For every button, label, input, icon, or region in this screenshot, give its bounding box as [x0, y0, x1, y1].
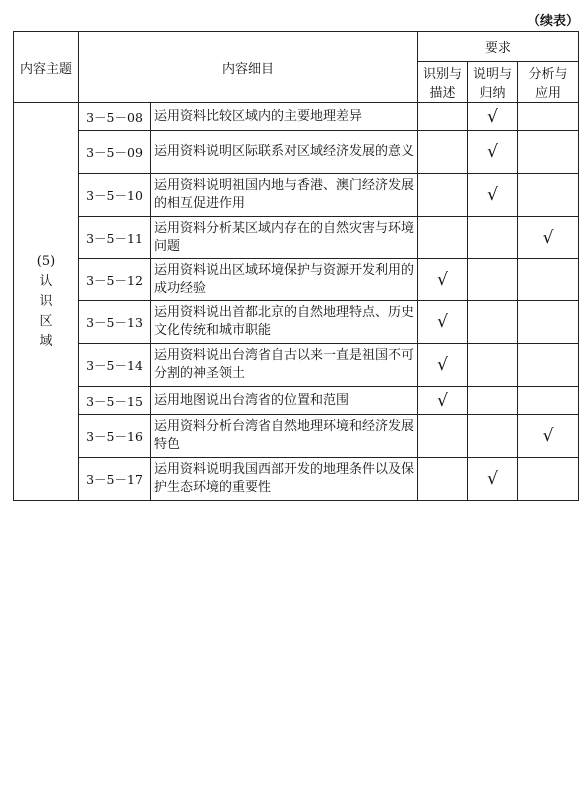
requirement-cell [468, 103, 518, 131]
content-code: 3－5－17 [79, 458, 151, 501]
requirement-cell [518, 259, 579, 301]
header-explain-summarize [468, 62, 518, 103]
requirement-cell [518, 387, 579, 415]
content-detail: 运用资料分析台湾省自然地理环境和经济发展特色 [151, 415, 418, 458]
content-code: 3－5－14 [79, 344, 151, 387]
table-row [14, 415, 579, 458]
requirement-cell [518, 344, 579, 387]
check-mark: √ [487, 142, 498, 162]
header-row-1 [14, 32, 579, 62]
header-topic: 内容主题 [14, 32, 79, 103]
requirement-cell [518, 174, 579, 217]
check-mark: √ [542, 227, 554, 248]
content-code: 3－5－08 [79, 103, 151, 131]
header-identify-describe [418, 62, 468, 103]
table-row [14, 217, 579, 259]
check-mark: √ [437, 390, 448, 411]
header-detail: 内容细目 [79, 32, 418, 103]
requirement-cell [468, 387, 518, 415]
content-detail: 运用资料说出台湾省自古以来一直是祖国不可分割的神圣领土 [151, 344, 418, 387]
requirement-cell [468, 415, 518, 458]
table-row [14, 387, 579, 415]
table-row [14, 301, 579, 344]
table-row [14, 103, 579, 131]
check-mark: √ [437, 355, 448, 375]
content-code: 3－5－16 [79, 415, 151, 458]
curriculum-table [13, 31, 579, 501]
requirement-cell [418, 458, 468, 501]
content-detail: 运用资料说出首都北京的自然地理特点、历史文化传统和城市职能 [151, 301, 418, 344]
header-req2-line1: 说明与 [473, 67, 513, 82]
topic-number: (5) [36, 253, 56, 269]
check-mark: √ [437, 312, 448, 332]
content-code: 3－5－12 [79, 259, 151, 301]
header-req2-line2: 归纳 [479, 86, 506, 101]
table-row [14, 259, 579, 301]
content-detail: 运用资料说明我国西部开发的地理条件以及保护生态环境的重要性 [151, 458, 418, 501]
requirement-cell [518, 415, 579, 458]
requirement-cell [518, 301, 579, 344]
content-code: 3－5－15 [79, 387, 151, 415]
table-row [14, 174, 579, 217]
table-row [14, 344, 579, 387]
topic-cell [14, 103, 79, 501]
content-code: 3－5－09 [79, 131, 151, 174]
check-mark: √ [487, 106, 498, 127]
requirement-cell [468, 131, 518, 174]
topic-char: 认 [39, 273, 53, 289]
header-req3-line2: 应用 [535, 86, 562, 101]
requirement-cell [418, 259, 468, 301]
requirement-cell [518, 217, 579, 259]
requirement-cell [518, 103, 579, 131]
header-req1-line2: 描述 [429, 86, 456, 101]
topic-char: 区 [39, 313, 53, 329]
content-code: 3－5－11 [79, 217, 151, 259]
requirement-cell [418, 415, 468, 458]
table-row [14, 131, 579, 174]
header-req3-line1: 分析与 [528, 67, 568, 82]
header-req1-line1: 识别与 [423, 67, 463, 82]
requirement-cell [418, 217, 468, 259]
content-detail: 运用资料比较区域内的主要地理差异 [151, 103, 418, 131]
requirement-cell [418, 301, 468, 344]
requirement-cell [418, 344, 468, 387]
requirement-cell [468, 458, 518, 501]
table-row [14, 458, 579, 501]
requirement-cell [418, 174, 468, 217]
topic-char: 域 [39, 333, 53, 349]
requirement-cell [518, 131, 579, 174]
requirement-cell [468, 217, 518, 259]
content-detail: 运用地图说出台湾省的位置和范围 [151, 387, 418, 415]
check-mark: √ [487, 469, 498, 489]
content-detail: 运用资料说出区域环境保护与资源开发利用的成功经验 [151, 259, 418, 301]
content-code: 3－5－13 [79, 301, 151, 344]
content-detail: 运用资料分析某区域内存在的自然灾害与环境问题 [151, 217, 418, 259]
content-detail: 运用资料说明祖国内地与香港、澳门经济发展的相互促进作用 [151, 174, 418, 217]
check-mark: √ [437, 269, 448, 290]
requirement-cell [418, 387, 468, 415]
requirement-cell [518, 458, 579, 501]
requirement-cell [468, 174, 518, 217]
header-requirements: 要求 [418, 32, 579, 62]
topic-char: 识 [39, 293, 53, 309]
requirement-cell [468, 301, 518, 344]
header-analyze-apply [518, 62, 579, 103]
requirement-cell [418, 131, 468, 174]
content-detail: 运用资料说明区际联系对区域经济发展的意义 [151, 131, 418, 174]
requirement-cell [418, 103, 468, 131]
check-mark: √ [487, 185, 498, 205]
requirement-cell [468, 344, 518, 387]
check-mark: √ [542, 426, 554, 446]
content-code: 3－5－10 [79, 174, 151, 217]
continuation-label: （续表） [526, 14, 579, 29]
requirement-cell [468, 259, 518, 301]
